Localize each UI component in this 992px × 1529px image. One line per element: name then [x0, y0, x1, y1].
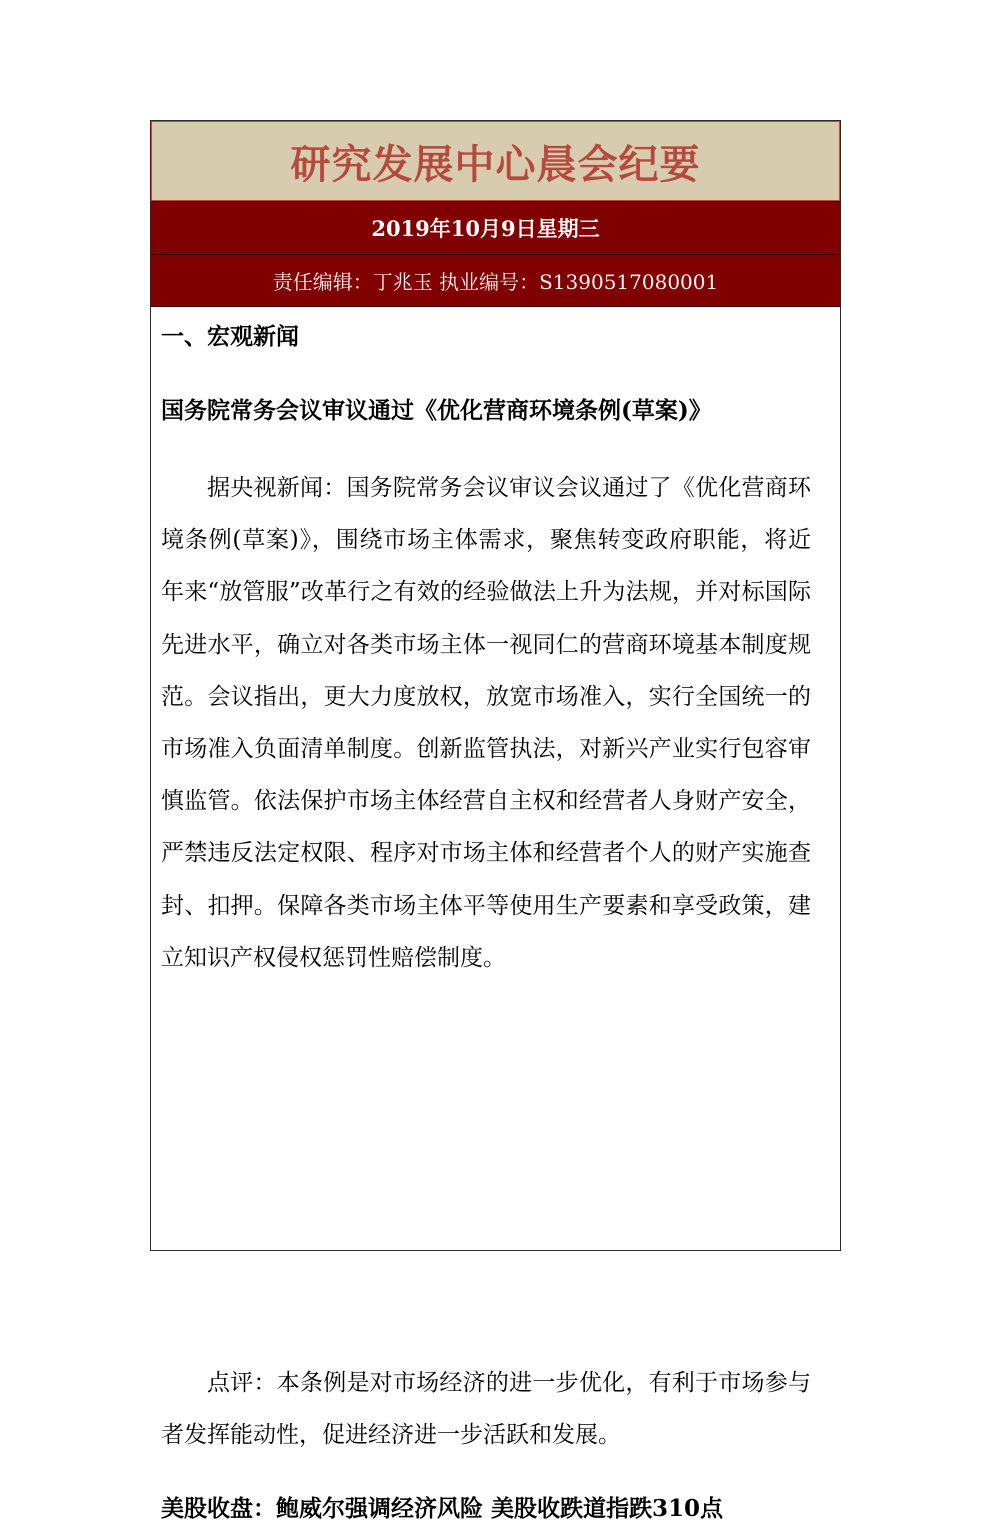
document-frame — [150, 120, 841, 1522]
article-title: 美股收盘：鲍威尔强调经济风险 美股收跌道指跌310点 — [161, 1495, 724, 1522]
editor-banner — [151, 254, 840, 307]
date-banner — [151, 201, 840, 254]
article-body: 据央视新闻：国务院常务会议审议会议通过了《优化营商环境条例(草案)》，围绕市场主体需求，聚焦转变政府职能，将近年来“放管服”改革行之有效的经验做法上升为法规，并对标国际先进水平，确立对各类市场主体一视同仁的营商环境基本制度规范。会议指出，更大力度放权，放宽市场准入，实行全国统一的市场准入负面清单制度。创新监管执法，对新兴产业实行包容审慎监管。依法保护市场主体经营自主权和经营者人身财产安全，严禁违反法定权限、程序对市场主体和经营者个人的财产实施查封、扣押。保障各类市场主体平等使用生产要素和享受政策，建立知识产权侵权惩罚性赔偿制度。 — [161, 475, 811, 971]
editor-info: 责任编辑：丁兆玉 执业编号：S1390517080001 — [272, 270, 719, 294]
section-heading: 一、宏观新闻 — [161, 323, 299, 350]
article-title: 国务院常务会议审议通过《优化营商环境条例(草案)》 — [161, 397, 712, 424]
title-banner — [151, 121, 840, 201]
article-comment: 点评：本条例是对市场经济的进一步优化，有利于市场参与者发挥能动性，促进经济进一步活跃和发展。 — [161, 1370, 811, 1449]
page-title: 研究发展中心晨会纪要 — [290, 140, 701, 188]
report-date: 2019年10月9日星期三 — [371, 216, 600, 241]
